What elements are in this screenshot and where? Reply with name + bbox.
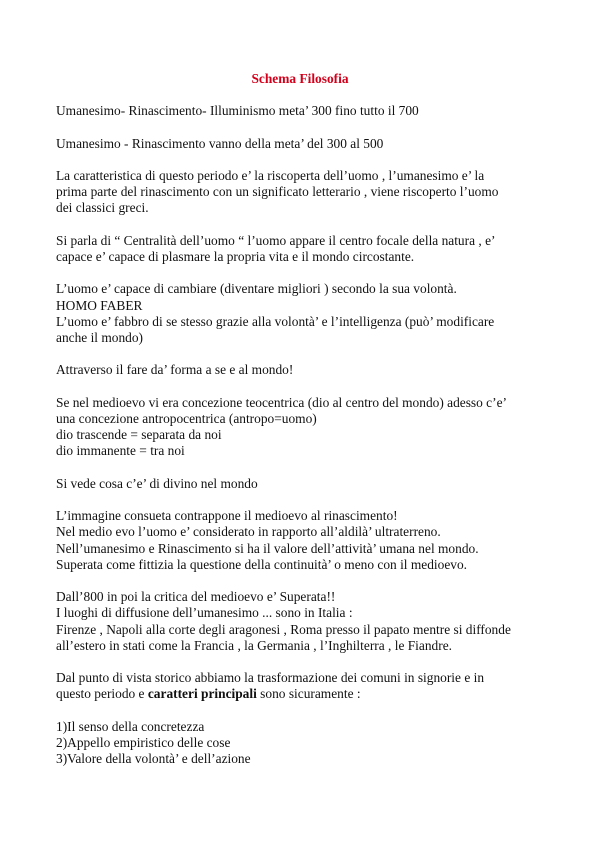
paragraph-line: dio trascende = separata da noi — [56, 427, 222, 443]
paragraph-list — [56, 103, 542, 654]
paragraph-line: Nell’umanesimo e Rinascimento si ha il valore dell’attività’ umana nel mondo. — [56, 540, 479, 556]
document-page — [56, 71, 542, 784]
paragraph-line: L’uomo e’ fabbro di se stesso grazie alla volontà’ e l’intelligenza (può’ modificare — [56, 313, 495, 329]
paragraph-line: Se nel medioevo vi era concezione teocentrica (dio al centro del mondo) adesso c’e’ — [56, 394, 507, 410]
paragraph-line: Si vede cosa c’e’ di divino nel mondo — [56, 475, 258, 491]
paragraph — [56, 103, 542, 119]
paragraph-line: L’immagine consueta contrappone il medioevo al rinascimento! — [56, 508, 398, 524]
paragraph — [56, 589, 542, 654]
paragraph-line: capace e’ capace di plasmare la propria vita e il mondo circostante. — [56, 248, 415, 264]
paragraph — [56, 136, 542, 152]
paragraph-line: Si parla di “ Centralità dell’uomo “ l’uomo appare il centro focale della natura , e’ — [56, 232, 496, 248]
paragraph-line: dei classici greci. — [56, 200, 149, 216]
paragraph — [56, 281, 542, 346]
paragraph-line: La caratteristica di questo periodo e’ la riscoperta dell’uomo , l’umanesimo e’ la — [56, 167, 485, 183]
paragraph — [56, 508, 542, 573]
paragraph-line: dio immanente = tra noi — [56, 443, 185, 459]
paragraph-line: HOMO FABER — [56, 297, 143, 313]
paragraph-line: Umanesimo - Rinascimento vanno della meta’ del 300 al 500 — [56, 135, 384, 151]
paragraph-line: Nel medio evo l’uomo e’ considerato in rapporto all’aldilà’ ultraterreno. — [56, 524, 441, 540]
paragraph-line: I luoghi di diffusione dell’umanesimo ... sono in Italia : — [56, 605, 353, 621]
paragraph-line: Dall’800 in poi la critica del medioevo e’ Superata!! — [56, 589, 336, 605]
paragraph-line: Dal punto di vista storico abbiamo la trasformazione dei comuni in signorie e in — [56, 670, 485, 686]
paragraph-line: all’estero in stati come la Francia , la Germania , l’Inghilterra , le Fiandre. — [56, 637, 452, 653]
paragraph-line: Firenze , Napoli alla corte degli aragonesi , Roma presso il papato mentre si diffonde — [56, 621, 511, 637]
list-item: 3)Valore della volontà’ e dell’azione — [56, 751, 251, 767]
list-item: 1)Il senso della concretezza — [56, 718, 205, 734]
paragraph-mixed — [56, 670, 542, 702]
paragraph — [56, 476, 542, 492]
paragraph-line: Attraverso il fare da’ forma a se e al mondo! — [56, 362, 294, 378]
document-title: Schema Filosofia — [251, 71, 349, 86]
paragraph — [56, 233, 542, 265]
text-run: questo periodo e — [56, 686, 148, 702]
paragraph-line-mixed — [56, 686, 542, 702]
paragraph-line: una concezione antropocentrica (antropo=uomo) — [56, 410, 317, 426]
paragraph-line: Umanesimo- Rinascimento- Illuminismo meta’ 300 fino tutto il 700 — [56, 103, 419, 119]
paragraph — [56, 362, 542, 378]
paragraph — [56, 168, 542, 217]
paragraph-line: anche il mondo) — [56, 329, 144, 345]
bold-text-run: caratteri principali — [147, 686, 257, 702]
paragraph-line: L’uomo e’ capace di cambiare (diventare migliori ) secondo la sua volontà. — [56, 281, 457, 297]
paragraph-line: prima parte del rinascimento con un significato letterario , viene riscoperto l’uomo — [56, 184, 499, 200]
paragraph — [56, 395, 542, 460]
text-run: sono sicuramente : — [256, 686, 361, 702]
paragraph-line: Superata come fittizia la questione della continuità’ o meno con il medioevo. — [56, 556, 468, 572]
list-item: 2)Appello empiristico delle cose — [56, 734, 231, 750]
numbered-list — [56, 719, 542, 768]
